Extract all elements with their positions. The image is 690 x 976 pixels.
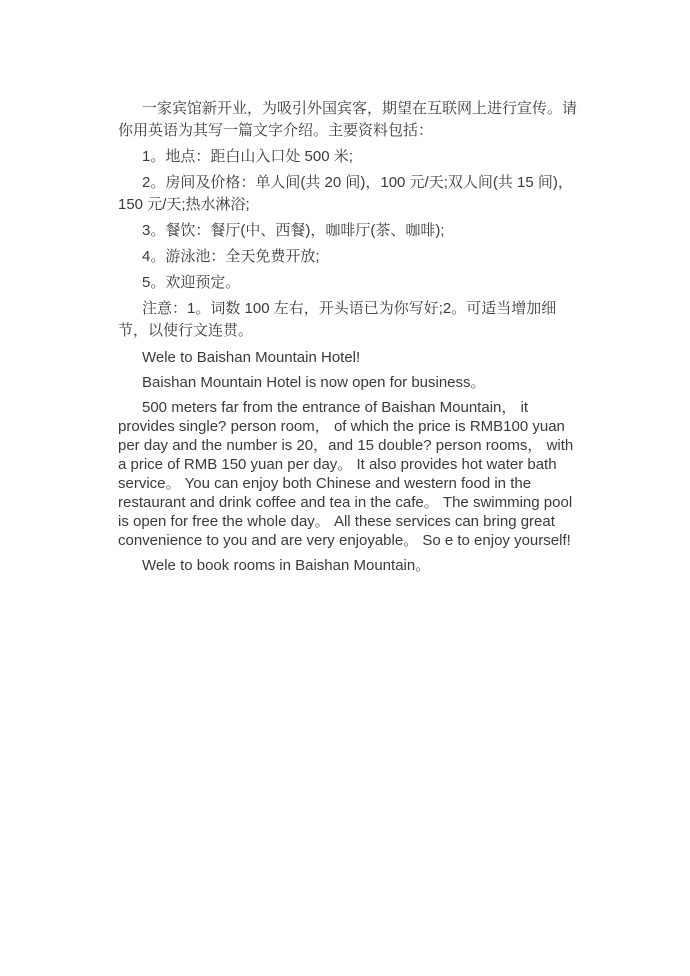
essay-opening-line: Baishan Mountain Hotel is now open for business。: [142, 374, 486, 391]
essay-body-paragraph: 500 meters far from the entrance of Baishan Mountain， it provides single? person room， of which the price is RMB100 yuan per day and the number is 20，and 15 double? person rooms， with a price of RMB 150 yuan per day。 It also provides hot water bath service。 You can enjoy both Chinese and western food in the restaurant and drink coffee and tea in the cafe。 The swimming pool is open for free the whole day。 All these services can bring great convenience to you and are very enjoyable。 So e to enjoy yourself!: [118, 399, 574, 549]
notes-paragraph: 注意：1。词数 100 左右，开头语已为你写好;2。可适当增加细节，以使行文连贯。: [118, 300, 557, 339]
requirement-item-5: 5。欢迎预定。: [142, 274, 241, 291]
requirement-item-3: 3。餐饮：餐厅(中、西餐)，咖啡厅(茶、咖啡);: [142, 222, 445, 239]
requirement-item-4: 4。游泳池：全天免费开放;: [142, 248, 320, 265]
requirement-item-1: 1。地点：距白山入口处 500 米;: [142, 148, 353, 165]
essay-closing-line: Wele to book rooms in Baishan Mountain。: [142, 557, 431, 574]
task-intro-paragraph: 一家宾馆新开业，为吸引外国宾客，期望在互联网上进行宣传。请你用英语为其写一篇文字介绍。主要资料包括：: [118, 100, 578, 139]
requirement-item-2: 2。房间及价格：单人间(共 20 间)，100 元/天;双人间(共 15 间)，150 元/天;热水淋浴;: [118, 174, 573, 213]
essay-greeting-line: Wele to Baishan Mountain Hotel!: [142, 349, 361, 366]
